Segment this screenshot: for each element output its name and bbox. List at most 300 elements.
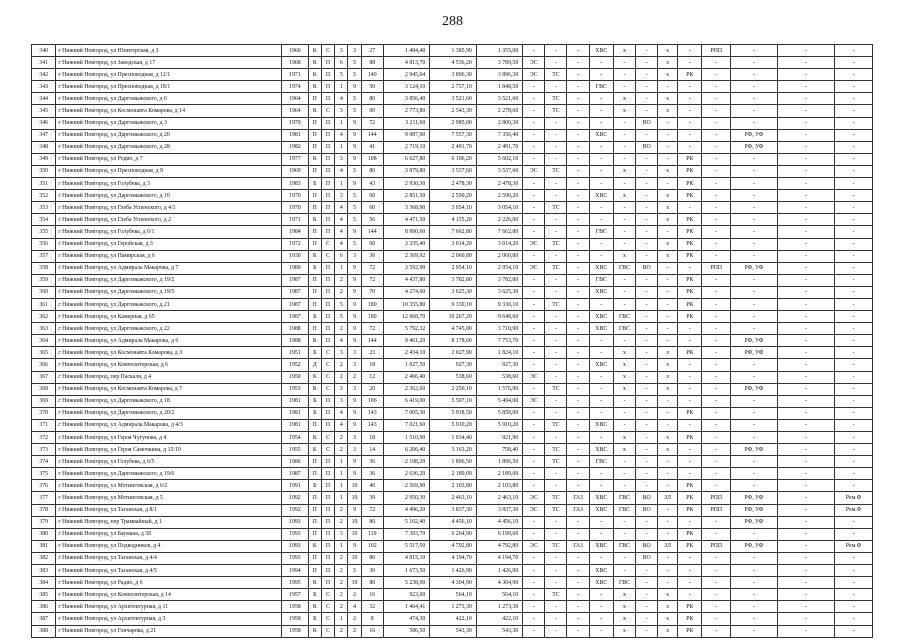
table-cell: - <box>702 153 731 165</box>
table-cell: - <box>523 419 545 431</box>
table-cell: 1 <box>335 178 348 190</box>
table-cell: 3 879,80 <box>383 165 429 177</box>
table-cell: ГВС <box>613 492 635 504</box>
table-cell: 56 <box>361 214 383 226</box>
table-row <box>32 480 873 492</box>
row-number-cell: 362 <box>32 311 56 323</box>
table-cell: х <box>658 589 678 601</box>
table-cell: 2 636,29 <box>383 468 429 480</box>
table-cell: - <box>658 323 678 335</box>
table-cell: ГАЗ <box>567 504 589 516</box>
table-cell: 4 <box>348 601 361 613</box>
table-cell: ХВС <box>589 190 613 202</box>
table-cell: - <box>636 625 658 637</box>
table-cell: 2 985,00 <box>430 117 476 129</box>
table-cell: ХВС <box>589 540 613 552</box>
table-cell: 36 <box>361 468 383 480</box>
table-cell: - <box>658 468 678 480</box>
table-cell: - <box>702 419 731 431</box>
table-cell: - <box>731 93 777 105</box>
table-cell: ХВС <box>589 565 613 577</box>
table-cell: 9 <box>348 141 361 153</box>
table-cell: - <box>658 129 678 141</box>
table-row <box>32 69 873 81</box>
table-cell: - <box>702 444 731 456</box>
table-cell: - <box>777 577 835 589</box>
table-cell: х <box>613 250 635 262</box>
table-cell: 1958 <box>282 601 309 613</box>
table-cell: - <box>636 589 658 601</box>
table-cell: 2 189,09 <box>430 468 476 480</box>
address-cell: г Нижний Новгород, ул Даргомыжского, д 10 <box>56 190 282 202</box>
table-cell: 10 355,80 <box>383 298 429 310</box>
table-cell: - <box>545 226 567 238</box>
table-cell: ГВС <box>613 540 635 552</box>
table-cell: - <box>523 468 545 480</box>
table-cell: - <box>567 323 589 335</box>
table-cell: х <box>658 383 678 395</box>
table-cell: 6 264,90 <box>430 528 476 540</box>
table-cell: - <box>777 516 835 528</box>
table-cell: 3 710,90 <box>476 323 522 335</box>
address-cell: г Нижний Новгород, ул Гончарова, д 21 <box>56 625 282 637</box>
table-cell: 9 <box>348 262 361 274</box>
address-cell: г Нижний Новгород, ул Даргомыжского, д 3 <box>56 117 282 129</box>
table-row <box>32 165 873 177</box>
table-cell: - <box>636 323 658 335</box>
table-cell: - <box>613 286 635 298</box>
table-cell: П <box>321 468 334 480</box>
table-cell: 1 510,90 <box>383 432 429 444</box>
table-cell: - <box>702 456 731 468</box>
table-cell: - <box>835 383 873 395</box>
table-cell: - <box>702 371 731 383</box>
table-cell: - <box>636 359 658 371</box>
table-cell: - <box>777 141 835 153</box>
table-cell: РК <box>678 480 702 492</box>
table-cell: 2 851,50 <box>383 190 429 202</box>
table-cell: - <box>702 274 731 286</box>
table-cell: 2 <box>335 625 348 637</box>
table-cell: - <box>589 383 613 395</box>
table-cell: - <box>545 214 567 226</box>
table-cell: 2 <box>335 601 348 613</box>
table-cell: - <box>731 552 777 564</box>
table-cell: - <box>777 202 835 214</box>
table-cell: - <box>545 577 567 589</box>
table-cell: 12 <box>361 371 383 383</box>
table-cell: ТС <box>545 165 567 177</box>
table-cell: х <box>658 69 678 81</box>
table-cell: - <box>613 178 635 190</box>
table-cell: 3 <box>335 383 348 395</box>
table-cell: 1 027,50 <box>383 359 429 371</box>
table-cell: 7 753,70 <box>476 335 522 347</box>
table-row <box>32 625 873 637</box>
table-cell: 8 990,60 <box>383 226 429 238</box>
table-cell: 2 945,04 <box>383 69 429 81</box>
table-cell: - <box>523 480 545 492</box>
table-cell: - <box>702 359 731 371</box>
table-cell: - <box>658 552 678 564</box>
table-cell: 9 087,90 <box>383 129 429 141</box>
table-cell: - <box>636 153 658 165</box>
table-cell: - <box>777 395 835 407</box>
table-cell: РФ, УФ <box>731 262 777 274</box>
table-cell: П <box>321 298 334 310</box>
table-cell: Д <box>308 359 321 371</box>
table-row <box>32 577 873 589</box>
table-cell: - <box>835 432 873 444</box>
table-row <box>32 565 873 577</box>
table-cell: - <box>658 504 678 516</box>
table-cell: - <box>731 311 777 323</box>
table-row <box>32 226 873 238</box>
table-row <box>32 383 873 395</box>
table-cell: 1968 <box>282 57 309 69</box>
table-cell: П <box>321 565 334 577</box>
table-cell: ХВС <box>589 419 613 431</box>
table-cell: 2 <box>348 625 361 637</box>
table-cell: 36 <box>361 456 383 468</box>
table-cell: - <box>658 311 678 323</box>
table-cell: С <box>321 625 334 637</box>
table-cell: - <box>835 214 873 226</box>
table-cell: 1930 <box>282 250 309 262</box>
table-cell: - <box>545 286 567 298</box>
table-cell: - <box>835 298 873 310</box>
table-cell: 4 <box>335 93 348 105</box>
table-cell: - <box>835 45 873 57</box>
table-cell: - <box>678 129 702 141</box>
table-cell: 422,10 <box>476 613 522 625</box>
table-cell: - <box>702 347 731 359</box>
table-cell: 5 <box>348 565 361 577</box>
table-cell: - <box>731 45 777 57</box>
table-cell: - <box>777 274 835 286</box>
table-cell: 5 <box>348 238 361 250</box>
table-cell: ТС <box>545 456 567 468</box>
table-cell: - <box>835 371 873 383</box>
table-cell: ХВС <box>589 323 613 335</box>
table-cell: - <box>567 238 589 250</box>
table-cell: - <box>731 407 777 419</box>
table-cell: 3 <box>348 45 361 57</box>
table-cell: С <box>321 105 334 117</box>
table-cell: 3 163,20 <box>430 444 476 456</box>
table-cell: РПП <box>702 262 731 274</box>
table-cell: ЭС <box>523 69 545 81</box>
table-cell: - <box>545 432 567 444</box>
table-cell: - <box>567 81 589 93</box>
table-cell: 4 <box>335 165 348 177</box>
table-cell: 1957 <box>282 589 309 601</box>
table-cell: - <box>523 516 545 528</box>
table-cell: - <box>777 323 835 335</box>
table-cell: П <box>308 298 321 310</box>
table-cell: РК <box>678 274 702 286</box>
table-row <box>32 93 873 105</box>
table-cell: - <box>731 613 777 625</box>
table-cell: - <box>777 444 835 456</box>
table-cell: - <box>523 552 545 564</box>
table-cell: 20 <box>361 383 383 395</box>
table-cell: ТС <box>545 69 567 81</box>
table-cell: П <box>321 407 334 419</box>
table-cell: - <box>567 262 589 274</box>
table-cell: ТС <box>545 262 567 274</box>
table-cell: - <box>702 432 731 444</box>
table-cell: 5 602,10 <box>476 153 522 165</box>
table-cell: Б <box>308 347 321 359</box>
table-cell: ТС <box>545 238 567 250</box>
table-cell: РК <box>678 528 702 540</box>
table-cell: - <box>731 153 777 165</box>
table-cell: - <box>523 601 545 613</box>
table-cell: 72 <box>361 323 383 335</box>
row-number-cell: 382 <box>32 552 56 564</box>
table-cell: Б <box>308 407 321 419</box>
row-number-cell: 383 <box>32 565 56 577</box>
table-cell: 7 662,80 <box>430 226 476 238</box>
table-cell: П <box>321 141 334 153</box>
table-cell: - <box>589 69 613 81</box>
table-cell: 2 060,80 <box>430 250 476 262</box>
table-cell: 70 <box>361 286 383 298</box>
table-cell: - <box>731 589 777 601</box>
table-cell: 102 <box>361 540 383 552</box>
table-cell: РК <box>678 238 702 250</box>
table-cell: 1 <box>335 540 348 552</box>
table-cell: 3 782,80 <box>430 274 476 286</box>
table-cell: - <box>678 45 702 57</box>
table-row <box>32 153 873 165</box>
address-cell: г Нижний Новгород, ул Пресноводная, д 9 <box>56 165 282 177</box>
table-cell: - <box>567 347 589 359</box>
table-cell: 4 <box>335 419 348 431</box>
table-cell: 4 304,90 <box>430 577 476 589</box>
table-row <box>32 347 873 359</box>
table-cell: П <box>308 552 321 564</box>
table-cell: - <box>658 153 678 165</box>
table-cell: - <box>523 383 545 395</box>
table-cell: - <box>523 93 545 105</box>
table-row <box>32 395 873 407</box>
address-cell: г Нижний Новгород, ул Таганская, д 4/5 <box>56 565 282 577</box>
table-cell: - <box>777 311 835 323</box>
table-cell: - <box>731 226 777 238</box>
table-cell: К <box>308 250 321 262</box>
table-cell: С <box>321 238 334 250</box>
table-cell: 9 <box>348 153 361 165</box>
address-cell: г Нижний Новгород, ул Баумана, д 58 <box>56 528 282 540</box>
table-row <box>32 516 873 528</box>
table-cell: - <box>545 250 567 262</box>
table-cell: П <box>321 153 334 165</box>
table-cell: - <box>589 371 613 383</box>
table-cell: 1 464,41 <box>383 601 429 613</box>
table-cell: х <box>613 383 635 395</box>
table-cell: 2 103,80 <box>430 480 476 492</box>
table-cell: - <box>523 81 545 93</box>
table-cell: 72 <box>361 274 383 286</box>
table-cell: - <box>636 45 658 57</box>
address-cell: г Нижний Новгород, ул Юпитерская, д 3 <box>56 45 282 57</box>
table-cell: 2 478,30 <box>430 178 476 190</box>
table-cell: РК <box>678 286 702 298</box>
table-cell: - <box>567 286 589 298</box>
table-cell: 1981 <box>282 395 309 407</box>
table-cell: - <box>545 552 567 564</box>
table-cell: - <box>636 178 658 190</box>
table-cell: 1969 <box>282 165 309 177</box>
table-cell: 9 <box>348 298 361 310</box>
address-cell: г Нижний Новгород, ул Космонавта Комарова, д 7 <box>56 383 282 395</box>
table-cell: РК <box>678 298 702 310</box>
table-row <box>32 81 873 93</box>
table-cell: 5 102,40 <box>383 516 429 528</box>
row-number-cell: 366 <box>32 359 56 371</box>
table-cell: - <box>636 407 658 419</box>
table-cell: 1 034,40 <box>430 432 476 444</box>
table-cell: - <box>636 250 658 262</box>
table-cell: - <box>613 214 635 226</box>
table-row <box>32 57 873 69</box>
table-cell: 72 <box>361 504 383 516</box>
table-cell: - <box>777 456 835 468</box>
address-cell: г Нижний Новгород, ул Глеба Успенского, д 4/1 <box>56 202 282 214</box>
table-cell: П <box>308 165 321 177</box>
table-cell: РК <box>678 601 702 613</box>
table-cell: 2 <box>335 286 348 298</box>
table-cell: - <box>589 589 613 601</box>
table-cell: - <box>589 613 613 625</box>
address-cell: г Нижний Новгород, ул Даргомыжского, д 6 <box>56 93 282 105</box>
table-cell: - <box>678 323 702 335</box>
table-cell: 1 576,90 <box>476 383 522 395</box>
table-cell: - <box>835 202 873 214</box>
table-cell: - <box>567 625 589 637</box>
table-cell: - <box>658 141 678 153</box>
table-cell: Б <box>308 395 321 407</box>
table-cell: ГВС <box>589 226 613 238</box>
table-cell: - <box>589 407 613 419</box>
table-cell: ХВС <box>589 45 613 57</box>
table-cell: 5 <box>348 190 361 202</box>
table-cell: 60 <box>361 105 383 117</box>
table-cell: РПП <box>702 45 731 57</box>
table-cell: ГВС <box>613 262 635 274</box>
row-number-cell: 370 <box>32 407 56 419</box>
table-cell: 1971 <box>282 214 309 226</box>
table-cell: ТС <box>545 589 567 601</box>
table-cell: 564,10 <box>476 589 522 601</box>
table-cell: 1987 <box>282 298 309 310</box>
table-cell: 2 226,00 <box>476 214 522 226</box>
table-cell: - <box>567 93 589 105</box>
table-cell: 30 <box>361 565 383 577</box>
table-cell: х <box>658 359 678 371</box>
table-cell: - <box>613 81 635 93</box>
table-cell: П <box>321 202 334 214</box>
table-cell: - <box>835 238 873 250</box>
table-cell: - <box>613 516 635 528</box>
table-cell: 10 <box>348 480 361 492</box>
table-cell: 2 <box>335 359 348 371</box>
table-cell: ВО <box>636 504 658 516</box>
table-cell: - <box>636 238 658 250</box>
table-cell: - <box>523 444 545 456</box>
table-cell: - <box>678 577 702 589</box>
table-cell: П <box>308 238 321 250</box>
table-cell: - <box>731 480 777 492</box>
table-cell: К <box>308 45 321 57</box>
table-cell: - <box>777 528 835 540</box>
table-cell: - <box>636 432 658 444</box>
table-row <box>32 45 873 57</box>
table-row <box>32 311 873 323</box>
table-cell: Б <box>308 262 321 274</box>
table-cell: - <box>636 565 658 577</box>
table-cell: - <box>835 57 873 69</box>
row-number-cell: 358 <box>32 262 56 274</box>
table-cell: - <box>589 57 613 69</box>
table-cell: - <box>567 45 589 57</box>
table-cell: 1958 <box>282 625 309 637</box>
table-cell: 7 393,70 <box>383 528 429 540</box>
table-cell: - <box>777 153 835 165</box>
table-cell: - <box>545 81 567 93</box>
table-cell: П <box>321 516 334 528</box>
table-cell: 4 <box>335 238 348 250</box>
row-number-cell: 355 <box>32 226 56 238</box>
table-cell: - <box>702 625 731 637</box>
row-number-cell: 357 <box>32 250 56 262</box>
table-cell: - <box>567 371 589 383</box>
table-cell: 1981 <box>282 419 309 431</box>
table-cell: 1993 <box>282 552 309 564</box>
table-cell: 1964 <box>282 105 309 117</box>
table-cell: - <box>613 298 635 310</box>
table-cell: ЗЛ <box>658 492 678 504</box>
table-cell: 4 304,90 <box>476 577 522 589</box>
table-cell: - <box>567 69 589 81</box>
table-cell: 18 <box>361 359 383 371</box>
row-number-cell: 384 <box>32 577 56 589</box>
table-cell: 7 557,30 <box>430 129 476 141</box>
table-cell: - <box>636 286 658 298</box>
table-cell: 4 745,00 <box>430 323 476 335</box>
table-cell: 6 627,80 <box>383 153 429 165</box>
table-cell: 2 362,60 <box>383 383 429 395</box>
table-cell: 3 368,90 <box>383 202 429 214</box>
table-cell: - <box>636 311 658 323</box>
table-cell: - <box>658 407 678 419</box>
row-number-cell: 345 <box>32 105 56 117</box>
table-cell: - <box>567 359 589 371</box>
address-cell: г Нижний Новгород, ул Даргомыжского, д 21 <box>56 298 282 310</box>
table-cell: - <box>678 516 702 528</box>
table-cell: х <box>613 601 635 613</box>
table-cell: 6 <box>335 250 348 262</box>
table-cell: 2 950,30 <box>383 492 429 504</box>
table-cell: - <box>835 105 873 117</box>
row-number-cell: 346 <box>32 117 56 129</box>
table-cell: - <box>731 432 777 444</box>
table-cell: - <box>777 468 835 480</box>
table-cell: 3 521,60 <box>430 93 476 105</box>
table-cell: РК <box>678 214 702 226</box>
